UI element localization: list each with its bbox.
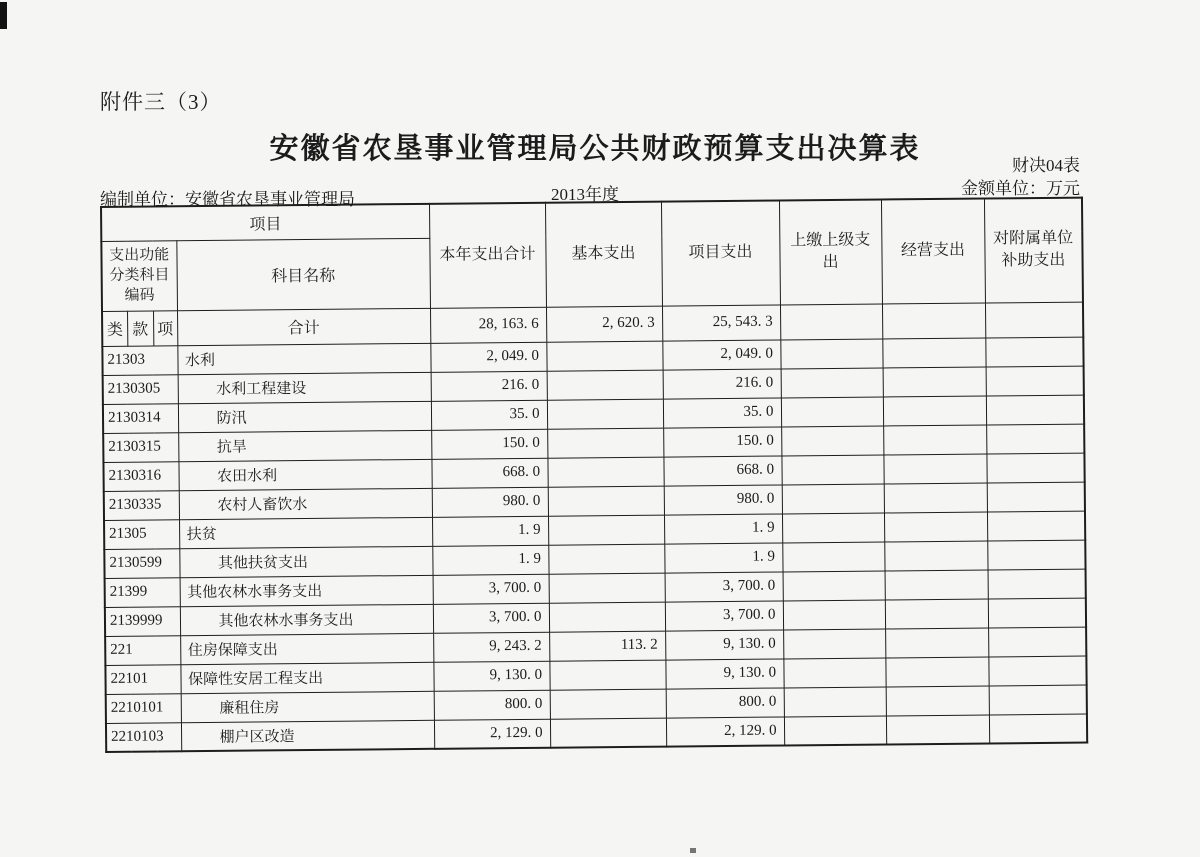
header-function-code: 支出功能分类科目编码 <box>101 240 177 311</box>
total-row-value <box>882 303 985 339</box>
row-value-basic <box>549 660 665 690</box>
row-value-upturned <box>781 367 883 397</box>
row-value-basic <box>549 573 665 603</box>
row-value-project: 9, 130. 0 <box>665 658 783 688</box>
row-value-total: 2, 049. 0 <box>430 342 546 372</box>
row-subject-name: 保障性安居工程支出 <box>180 662 433 693</box>
row-value-total: 9, 130. 0 <box>433 661 549 691</box>
row-value-project: 980. 0 <box>664 484 782 514</box>
row-code: 22101 <box>105 664 180 694</box>
row-value-basic <box>547 399 663 429</box>
row-subject-name: 水利工程建设 <box>178 372 431 403</box>
row-value-upturned <box>783 628 885 658</box>
row-code: 21303 <box>102 345 177 375</box>
row-value-basic <box>547 428 663 458</box>
row-value-operating <box>884 540 987 570</box>
row-value-total: 216. 0 <box>431 371 547 401</box>
row-subject-name: 住房保障支出 <box>180 633 433 664</box>
row-value-subsidy <box>989 685 1087 715</box>
row-value-project: 150. 0 <box>663 426 781 456</box>
row-value-upturned <box>781 425 883 455</box>
row-value-subsidy <box>986 453 1084 483</box>
row-code: 2139999 <box>105 606 180 636</box>
row-value-total: 1. 9 <box>432 516 548 546</box>
row-value-total: 668. 0 <box>431 458 547 488</box>
total-row-value: 28, 163. 6 <box>430 307 546 343</box>
row-value-subsidy <box>988 627 1086 657</box>
row-value-subsidy <box>987 482 1085 512</box>
header-col-total-expenditure: 本年支出合计 <box>429 203 546 308</box>
row-value-total: 3, 700. 0 <box>433 603 549 633</box>
row-subject-name: 农田水利 <box>178 459 431 490</box>
header-col-subsidy-expenditure: 对附属单位补助支出 <box>984 198 1083 303</box>
header-col-operating-expenditure: 经营支出 <box>881 199 985 304</box>
row-value-basic <box>548 515 664 545</box>
row-value-upturned <box>784 686 886 716</box>
row-value-basic <box>548 486 664 516</box>
row-subject-name: 水利 <box>177 343 430 374</box>
header-col-upturned-expenditure: 上缴上级支出 <box>779 200 882 305</box>
header-row-project <box>101 198 1082 241</box>
row-subject-name: 农村人畜饮水 <box>179 488 432 519</box>
row-value-subsidy <box>989 714 1087 744</box>
row-subject-name: 其他农林水事务支出 <box>180 575 433 606</box>
row-code: 2130599 <box>104 548 179 578</box>
row-value-operating <box>883 367 986 397</box>
row-value-operating <box>883 396 986 426</box>
row-code: 2130305 <box>103 374 178 404</box>
row-value-upturned <box>782 483 884 513</box>
row-subject-name: 扶贫 <box>179 517 432 548</box>
row-value-subsidy <box>987 540 1085 570</box>
row-value-project: 2, 049. 0 <box>662 339 780 369</box>
row-value-operating <box>886 714 989 744</box>
header-code-section: 款 <box>127 310 153 345</box>
row-value-project: 216. 0 <box>663 368 781 398</box>
row-value-upturned <box>784 715 886 745</box>
row-value-project: 800. 0 <box>666 687 784 717</box>
row-subject-name: 其他扶贫支出 <box>179 546 432 577</box>
row-value-project: 3, 700. 0 <box>665 600 783 630</box>
row-value-upturned <box>783 570 885 600</box>
row-code: 21305 <box>104 519 179 549</box>
row-value-basic <box>547 370 663 400</box>
row-value-basic <box>550 718 666 748</box>
row-value-total: 1. 9 <box>432 545 548 575</box>
row-subject-name: 其他农林水事务支出 <box>180 604 433 635</box>
row-value-operating <box>885 569 988 599</box>
row-code: 221 <box>105 635 180 665</box>
row-value-project: 1. 9 <box>664 513 782 543</box>
row-value-subsidy <box>985 337 1083 367</box>
row-value-operating <box>885 627 988 657</box>
row-value-operating <box>882 338 985 368</box>
row-value-basic <box>547 457 663 487</box>
row-value-subsidy <box>988 598 1086 628</box>
row-value-upturned <box>783 657 885 687</box>
row-value-upturned <box>780 338 882 368</box>
total-row-label: 合计 <box>177 308 430 345</box>
row-value-total: 9, 243. 2 <box>433 632 549 662</box>
row-value-project: 35. 0 <box>663 397 781 427</box>
row-value-project: 668. 0 <box>663 455 781 485</box>
row-value-subsidy <box>986 366 1084 396</box>
attachment-label: 附件三（3） <box>100 90 222 114</box>
row-value-total: 35. 0 <box>431 400 547 430</box>
row-value-total: 980. 0 <box>432 487 548 517</box>
budget-table-wrapper <box>100 197 1088 753</box>
row-value-upturned <box>782 541 884 571</box>
budget-table <box>100 197 1088 753</box>
row-value-subsidy <box>987 511 1085 541</box>
row-value-subsidy <box>986 395 1084 425</box>
row-code: 21399 <box>105 577 180 607</box>
row-value-operating <box>886 685 989 715</box>
row-value-total: 800. 0 <box>434 690 550 720</box>
total-row-value: 25, 543. 3 <box>662 304 780 340</box>
row-value-operating <box>883 425 986 455</box>
row-value-basic: 113. 2 <box>549 631 665 661</box>
row-value-subsidy <box>986 424 1084 454</box>
row-value-upturned <box>782 512 884 542</box>
row-value-upturned <box>783 599 885 629</box>
amount-unit-label: 金额单位：万元 <box>961 179 1080 198</box>
total-row-value <box>780 303 882 339</box>
form-code-label: 财决04表 <box>1012 156 1080 175</box>
total-row-value <box>985 302 1083 338</box>
scan-artifact-speck <box>690 848 696 853</box>
row-value-basic <box>549 602 665 632</box>
header-subject-name: 科目名称 <box>176 238 430 310</box>
row-subject-name: 防汛 <box>178 401 431 432</box>
row-value-project: 1. 9 <box>664 542 782 572</box>
row-value-basic <box>550 689 666 719</box>
row-subject-name: 抗旱 <box>178 430 431 461</box>
row-code: 2130316 <box>103 461 178 491</box>
prepared-by-label: 编制单位：安徽省农垦事业管理局 <box>100 190 355 209</box>
row-value-total: 150. 0 <box>431 429 547 459</box>
table-body <box>102 337 1087 752</box>
row-value-basic <box>546 341 662 371</box>
row-value-total: 2, 129. 0 <box>434 719 550 749</box>
row-code: 2210103 <box>106 722 181 752</box>
row-value-upturned <box>781 396 883 426</box>
row-value-operating <box>884 483 987 513</box>
page-title: 安徽省农垦事业管理局公共财政预算支出决算表 <box>269 133 921 165</box>
row-value-project: 3, 700. 0 <box>665 571 783 601</box>
row-code: 2130314 <box>103 403 178 433</box>
header-col-project-expenditure: 项目支出 <box>661 200 780 305</box>
row-value-project: 9, 130. 0 <box>665 629 783 659</box>
row-value-total: 3, 700. 0 <box>433 574 549 604</box>
header-code-item: 项 <box>153 310 177 345</box>
row-code: 2130315 <box>103 432 178 462</box>
row-code: 2210101 <box>106 693 181 723</box>
row-code: 2130335 <box>104 490 179 520</box>
row-value-basic <box>548 544 664 574</box>
row-value-project: 2, 129. 0 <box>666 716 784 746</box>
row-value-operating <box>885 656 988 686</box>
row-value-subsidy <box>988 656 1086 686</box>
scan-artifact-bar <box>0 2 7 29</box>
header-code-class: 类 <box>102 311 127 346</box>
row-value-operating <box>884 511 987 541</box>
total-row-value: 2, 620. 3 <box>546 306 662 342</box>
header-col-basic-expenditure: 基本支出 <box>545 202 662 307</box>
header-project: 项目 <box>101 204 429 241</box>
row-value-subsidy <box>988 569 1086 599</box>
fiscal-year-label: 2013年度 <box>551 185 619 204</box>
row-subject-name: 廉租住房 <box>181 691 434 722</box>
row-value-upturned <box>781 454 883 484</box>
row-subject-name: 棚户区改造 <box>181 720 434 751</box>
row-value-operating <box>883 454 986 484</box>
row-value-operating <box>885 598 988 628</box>
